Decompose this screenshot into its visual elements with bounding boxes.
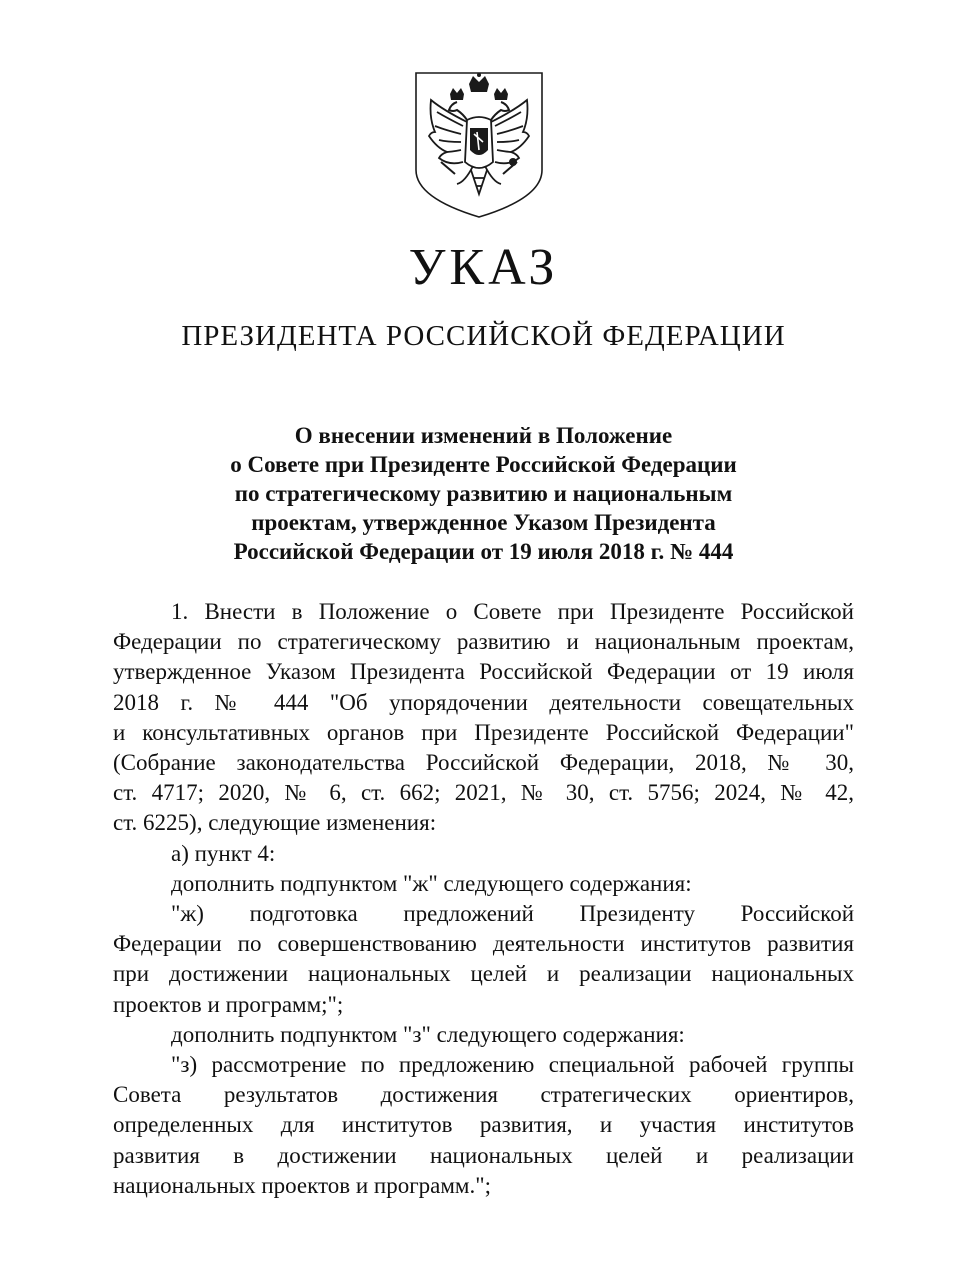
body-line: дополнить подпунктом "з" следующего содержания: — [171, 1021, 685, 1047]
body-line: и консультативных органов при Президенте Российской Федерации" — [113, 719, 854, 745]
body-line: 2018 г. № 444 "Об упорядочении деятельности совещательных — [113, 689, 854, 715]
coat-of-arms-icon — [413, 70, 545, 220]
title-line: О внесении изменений в Положение — [294, 423, 673, 448]
title-line: о Совете при Президенте Российской Федерации — [230, 452, 737, 477]
body-line: Совета результатов достижения стратегических ориентиров, — [113, 1082, 854, 1108]
body-line: Федерации по стратегическому развитию и национальным проектам, — [113, 629, 854, 655]
body-line: а) пункт 4: — [171, 840, 276, 866]
body-line: определенных для институтов развития, и участия институтов — [113, 1112, 854, 1138]
document-type-heading: УКАЗ — [408, 239, 559, 296]
title-line: проектам, утвержденное Указом Президента — [251, 510, 716, 535]
body-line: проектов и программ;"; — [113, 991, 344, 1017]
body-line: ст. 4717; 2020, № 6, ст. 662; 2021, № 30, ст. 5756; 2024, № 42, — [113, 780, 854, 806]
body-line: развития в достижении национальных целей и реализации — [113, 1142, 854, 1168]
body-line: дополнить подпунктом "ж" следующего содержания: — [171, 870, 692, 896]
body-line: ст. 6225), следующие изменения: — [113, 810, 437, 836]
title-line: Российской Федерации от 19 июля 2018 г. № 444 — [233, 539, 734, 564]
document-issuer-heading: ПРЕЗИДЕНТА РОССИЙСКОЙ ФЕДЕРАЦИИ — [181, 320, 786, 352]
body-line: утвержденное Указом Президента Российской Федерации от 19 июля — [113, 659, 854, 685]
body-line: Федерации по совершенствованию деятельности институтов развития — [113, 931, 854, 957]
body-line: 1. Внести в Положение о Совете при Президенте Российской — [171, 599, 854, 624]
body-line: "з) рассмотрение по предложению специальной рабочей группы — [171, 1052, 854, 1078]
body-line: национальных проектов и программ."; — [113, 1172, 492, 1198]
document-title — [160, 421, 807, 566]
title-line: по стратегическому развитию и национальным — [234, 481, 733, 506]
document-body — [113, 597, 854, 1201]
body-line: "ж) подготовка предложений Президенту Российской — [171, 901, 854, 927]
body-line: (Собрание законодательства Российской Федерации, 2018, № 30, — [113, 750, 854, 776]
body-line: при достижении национальных целей и реализации национальных — [113, 961, 854, 987]
